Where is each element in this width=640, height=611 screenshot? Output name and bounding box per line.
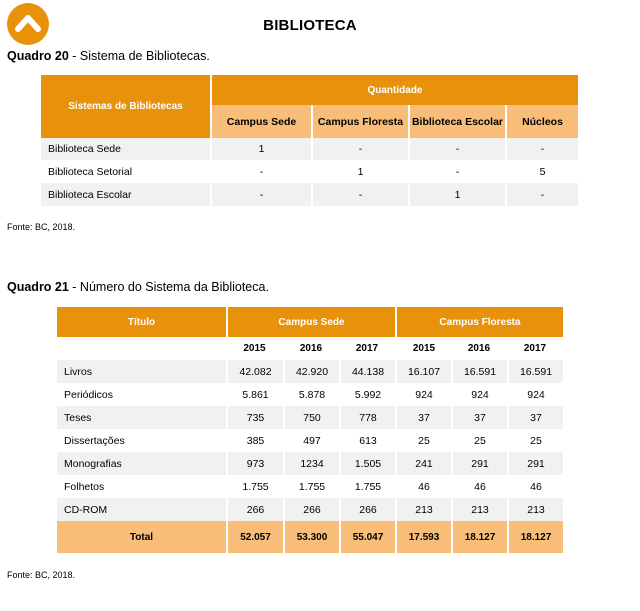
table-cell: 1 (311, 160, 408, 183)
row-label: CD-ROM (57, 498, 226, 521)
table-cell: 44.138 (339, 360, 395, 383)
table-cell: 25 (395, 429, 451, 452)
header-campus-floresta: Campus Floresta (395, 307, 563, 337)
table-cell: 25 (507, 429, 563, 452)
row-label: Dissertações (57, 429, 226, 452)
table-cell: - (210, 160, 311, 183)
table-cell: - (311, 138, 408, 160)
table-cell: 924 (451, 383, 507, 406)
table21-caption-number: Quadro 21 (7, 280, 69, 294)
table-cell: 213 (395, 498, 451, 521)
row-label: Biblioteca Escolar (41, 183, 210, 206)
table-cell: 42.082 (226, 360, 283, 383)
table-row (41, 138, 578, 160)
col-nucleos: Núcleos (505, 105, 578, 138)
table-cell: 497 (283, 429, 339, 452)
total-row (57, 521, 563, 553)
year-header: 2016 (283, 337, 339, 360)
table-cell: 1234 (283, 452, 339, 475)
table-cell: 37 (451, 406, 507, 429)
table-cell: - (311, 183, 408, 206)
table-cell: 1.755 (283, 475, 339, 498)
page-title: BIBLIOTECA (263, 17, 357, 34)
table-cell: - (408, 160, 505, 183)
table-cell: 5 (505, 160, 578, 183)
table-cell: 973 (226, 452, 283, 475)
table-cell: 37 (395, 406, 451, 429)
col-campus-floresta: Campus Floresta (311, 105, 408, 138)
table-cell: 266 (283, 498, 339, 521)
year-header: 2015 (395, 337, 451, 360)
library-numbers-table (57, 307, 563, 553)
table-cell: 5.861 (226, 383, 283, 406)
total-cell: 18.127 (451, 521, 507, 553)
table21-source: Fonte: BC, 2018. (7, 570, 76, 580)
table-cell: 1.755 (339, 475, 395, 498)
total-cell: 17.593 (395, 521, 451, 553)
header-titulo: Título (57, 307, 226, 337)
table-row (57, 475, 563, 498)
table-cell: 750 (283, 406, 339, 429)
table-cell: 291 (451, 452, 507, 475)
table-cell: 46 (507, 475, 563, 498)
table-cell: 291 (507, 452, 563, 475)
total-label: Total (57, 521, 226, 553)
table-cell: 924 (395, 383, 451, 406)
table-cell: 266 (339, 498, 395, 521)
table-cell: 5.992 (339, 383, 395, 406)
header-sistemas: Sistemas de Bibliotecas (41, 75, 210, 138)
year-header: 2017 (339, 337, 395, 360)
col-campus-sede: Campus Sede (210, 105, 311, 138)
table20-caption-text: - Sistema de Bibliotecas. (68, 49, 210, 63)
table-cell: 735 (226, 406, 283, 429)
table-cell: 16.591 (451, 360, 507, 383)
header-quantidade: Quantidade (210, 75, 578, 105)
row-label: Biblioteca Setorial (41, 160, 210, 183)
table-cell: 46 (451, 475, 507, 498)
library-systems-table (41, 75, 578, 206)
table-cell: 16.107 (395, 360, 451, 383)
year-header: 2016 (451, 337, 507, 360)
table-row (57, 429, 563, 452)
table-cell: 613 (339, 429, 395, 452)
table20-caption-number: Quadro 20 (7, 49, 69, 63)
table-cell: 1 (408, 183, 505, 206)
table-cell: - (505, 138, 578, 160)
table-cell: 266 (226, 498, 283, 521)
table-cell: 16.591 (507, 360, 563, 383)
table-row (57, 498, 563, 521)
table-row (57, 452, 563, 475)
table-cell: 42.920 (283, 360, 339, 383)
header-campus-sede: Campus Sede (226, 307, 395, 337)
table20-caption (7, 49, 210, 63)
table-cell: 1.505 (339, 452, 395, 475)
row-label: Livros (57, 360, 226, 383)
years-row (57, 337, 563, 360)
row-label: Teses (57, 406, 226, 429)
table-row (57, 383, 563, 406)
total-cell: 52.057 (226, 521, 283, 553)
table-cell: 924 (507, 383, 563, 406)
year-header: 2015 (226, 337, 283, 360)
table21-caption-text: - Número do Sistema da Biblioteca. (68, 280, 269, 294)
table21-caption (7, 280, 269, 294)
table-row (41, 183, 578, 206)
table-cell: 1 (210, 138, 311, 160)
table-cell: 46 (395, 475, 451, 498)
table-cell: - (408, 138, 505, 160)
total-cell: 18.127 (507, 521, 563, 553)
col-biblioteca-escolar: Biblioteca Escolar (408, 105, 505, 138)
table-cell: 37 (507, 406, 563, 429)
table-cell: 5.878 (283, 383, 339, 406)
table-cell: 778 (339, 406, 395, 429)
row-label: Periódicos (57, 383, 226, 406)
table-cell: 241 (395, 452, 451, 475)
table-cell: 385 (226, 429, 283, 452)
table-row (57, 406, 563, 429)
row-label: Folhetos (57, 475, 226, 498)
row-label: Biblioteca Sede (41, 138, 210, 160)
table-row (57, 360, 563, 383)
row-label: Monografias (57, 452, 226, 475)
table20-source: Fonte: BC, 2018. (7, 222, 76, 232)
year-header: 2017 (507, 337, 563, 360)
table-cell: - (210, 183, 311, 206)
total-cell: 55.047 (339, 521, 395, 553)
table-cell: 1.755 (226, 475, 283, 498)
total-cell: 53.300 (283, 521, 339, 553)
table-cell: 213 (451, 498, 507, 521)
table-cell: - (505, 183, 578, 206)
table-row (41, 160, 578, 183)
table-cell: 213 (507, 498, 563, 521)
table-cell: 25 (451, 429, 507, 452)
